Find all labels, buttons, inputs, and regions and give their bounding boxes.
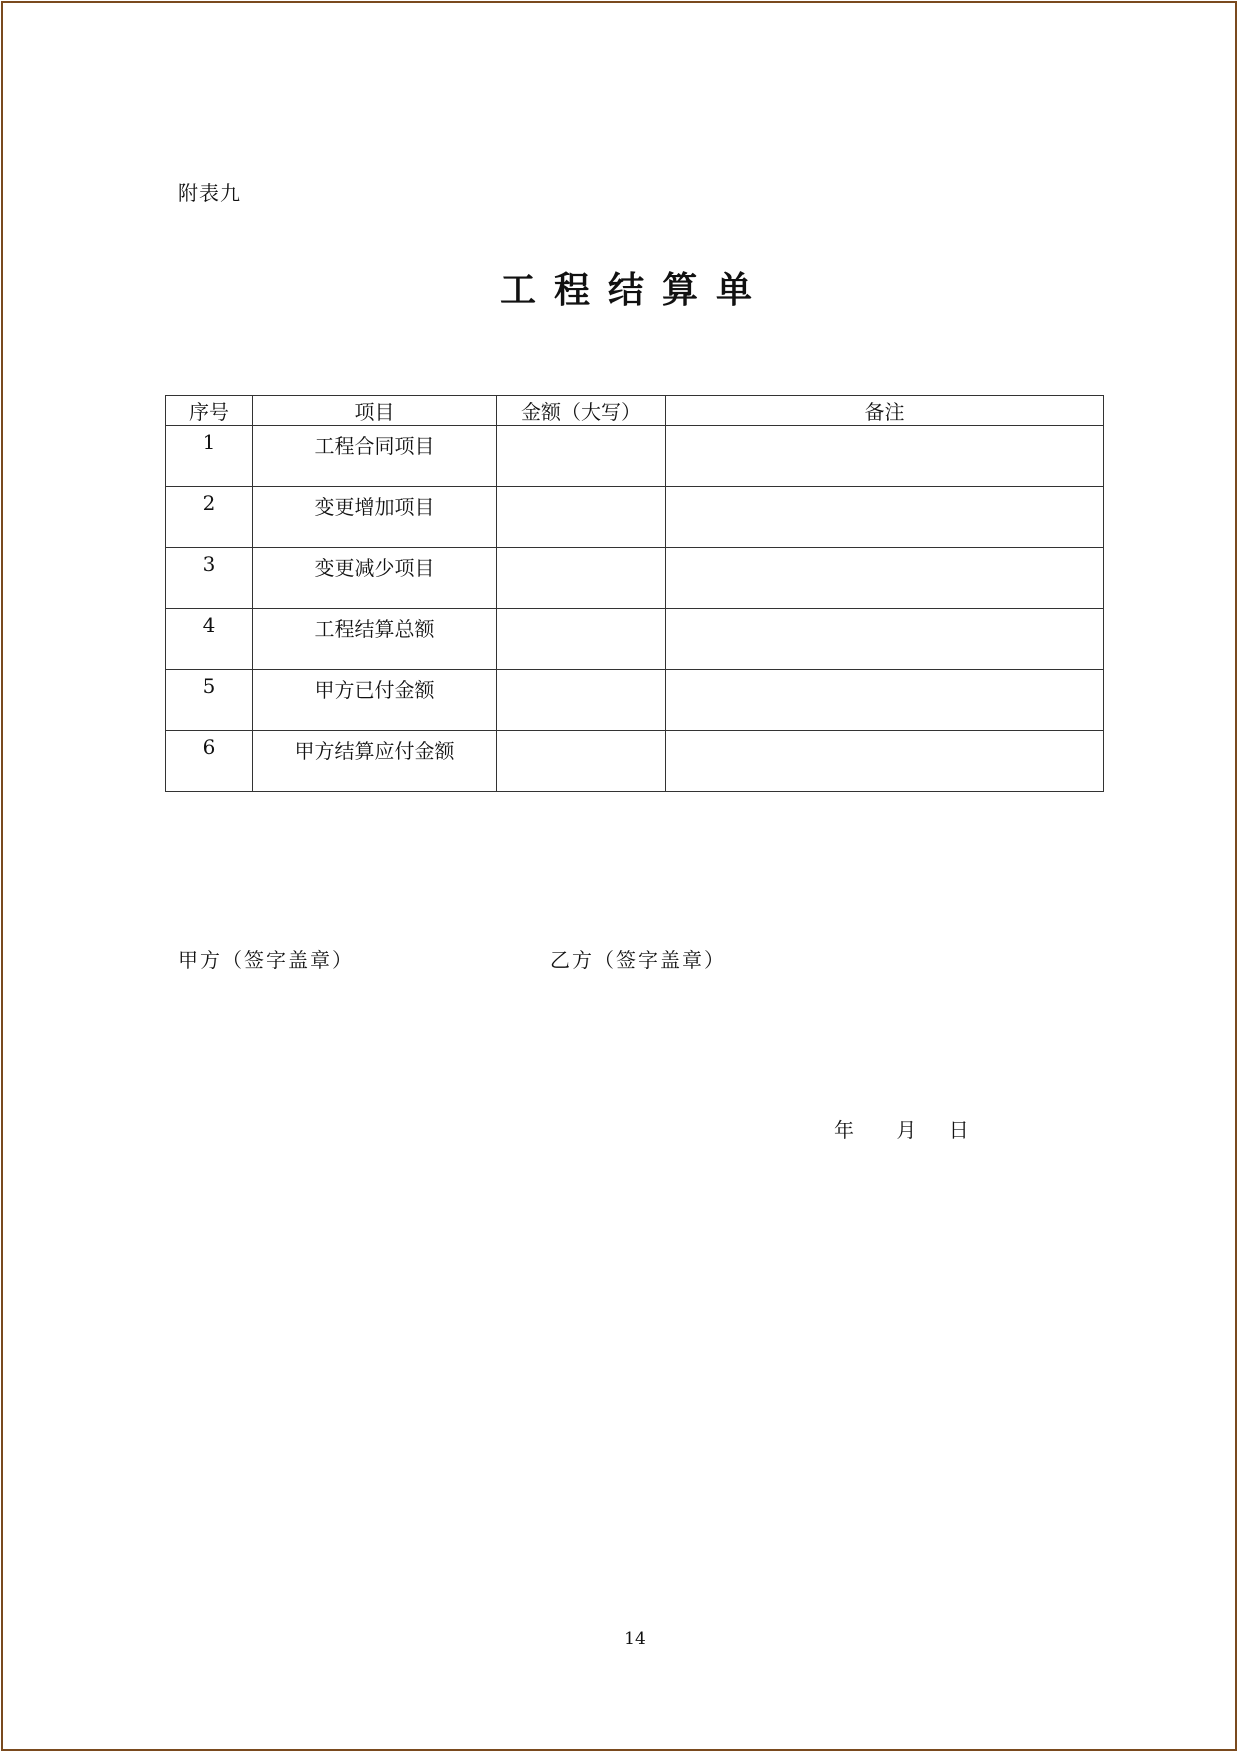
row-no: 6 — [166, 731, 253, 792]
table-row — [166, 487, 1104, 548]
header-item: 项目 — [253, 396, 497, 426]
row-note[interactable] — [666, 731, 1104, 792]
settlement-table — [165, 395, 1104, 792]
row-no: 5 — [166, 670, 253, 731]
row-item: 变更减少项目 — [253, 548, 497, 609]
table-row — [166, 426, 1104, 487]
row-item: 工程合同项目 — [253, 426, 497, 487]
row-no: 4 — [166, 609, 253, 670]
row-amount[interactable] — [497, 731, 666, 792]
header-no: 序号 — [166, 396, 253, 426]
header-amount: 金额（大写） — [497, 396, 666, 426]
date-month-label: 月 — [896, 1118, 917, 1142]
row-no: 1 — [166, 426, 253, 487]
row-no: 2 — [166, 487, 253, 548]
row-note[interactable] — [666, 487, 1104, 548]
row-note[interactable] — [666, 548, 1104, 609]
date-year-label: 年 — [834, 1118, 854, 1142]
row-item: 变更增加项目 — [253, 487, 497, 548]
table-row — [166, 731, 1104, 792]
row-no: 3 — [166, 548, 253, 609]
table-header-row — [166, 396, 1104, 426]
date-day-label: 日 — [948, 1118, 969, 1142]
date-line — [834, 1114, 969, 1143]
row-amount[interactable] — [497, 548, 666, 609]
row-note[interactable] — [666, 426, 1104, 487]
row-item: 甲方已付金额 — [253, 670, 497, 731]
row-amount[interactable] — [497, 670, 666, 731]
row-item: 甲方结算应付金额 — [253, 731, 497, 792]
row-amount[interactable] — [497, 609, 666, 670]
table-row — [166, 548, 1104, 609]
document-title: 工程结算单 — [499, 269, 770, 311]
table-row — [166, 670, 1104, 731]
annex-label: 附表九 — [178, 181, 241, 205]
row-note[interactable] — [666, 609, 1104, 670]
row-item: 工程结算总额 — [253, 609, 497, 670]
row-amount[interactable] — [497, 487, 666, 548]
page-number: 14 — [624, 1629, 646, 1649]
header-note: 备注 — [666, 396, 1104, 426]
row-amount[interactable] — [497, 426, 666, 487]
table-row — [166, 609, 1104, 670]
party-b-signature-label: 乙方（签字盖章） — [550, 948, 726, 972]
row-note[interactable] — [666, 670, 1104, 731]
party-a-signature-label: 甲方（签字盖章） — [178, 948, 354, 972]
